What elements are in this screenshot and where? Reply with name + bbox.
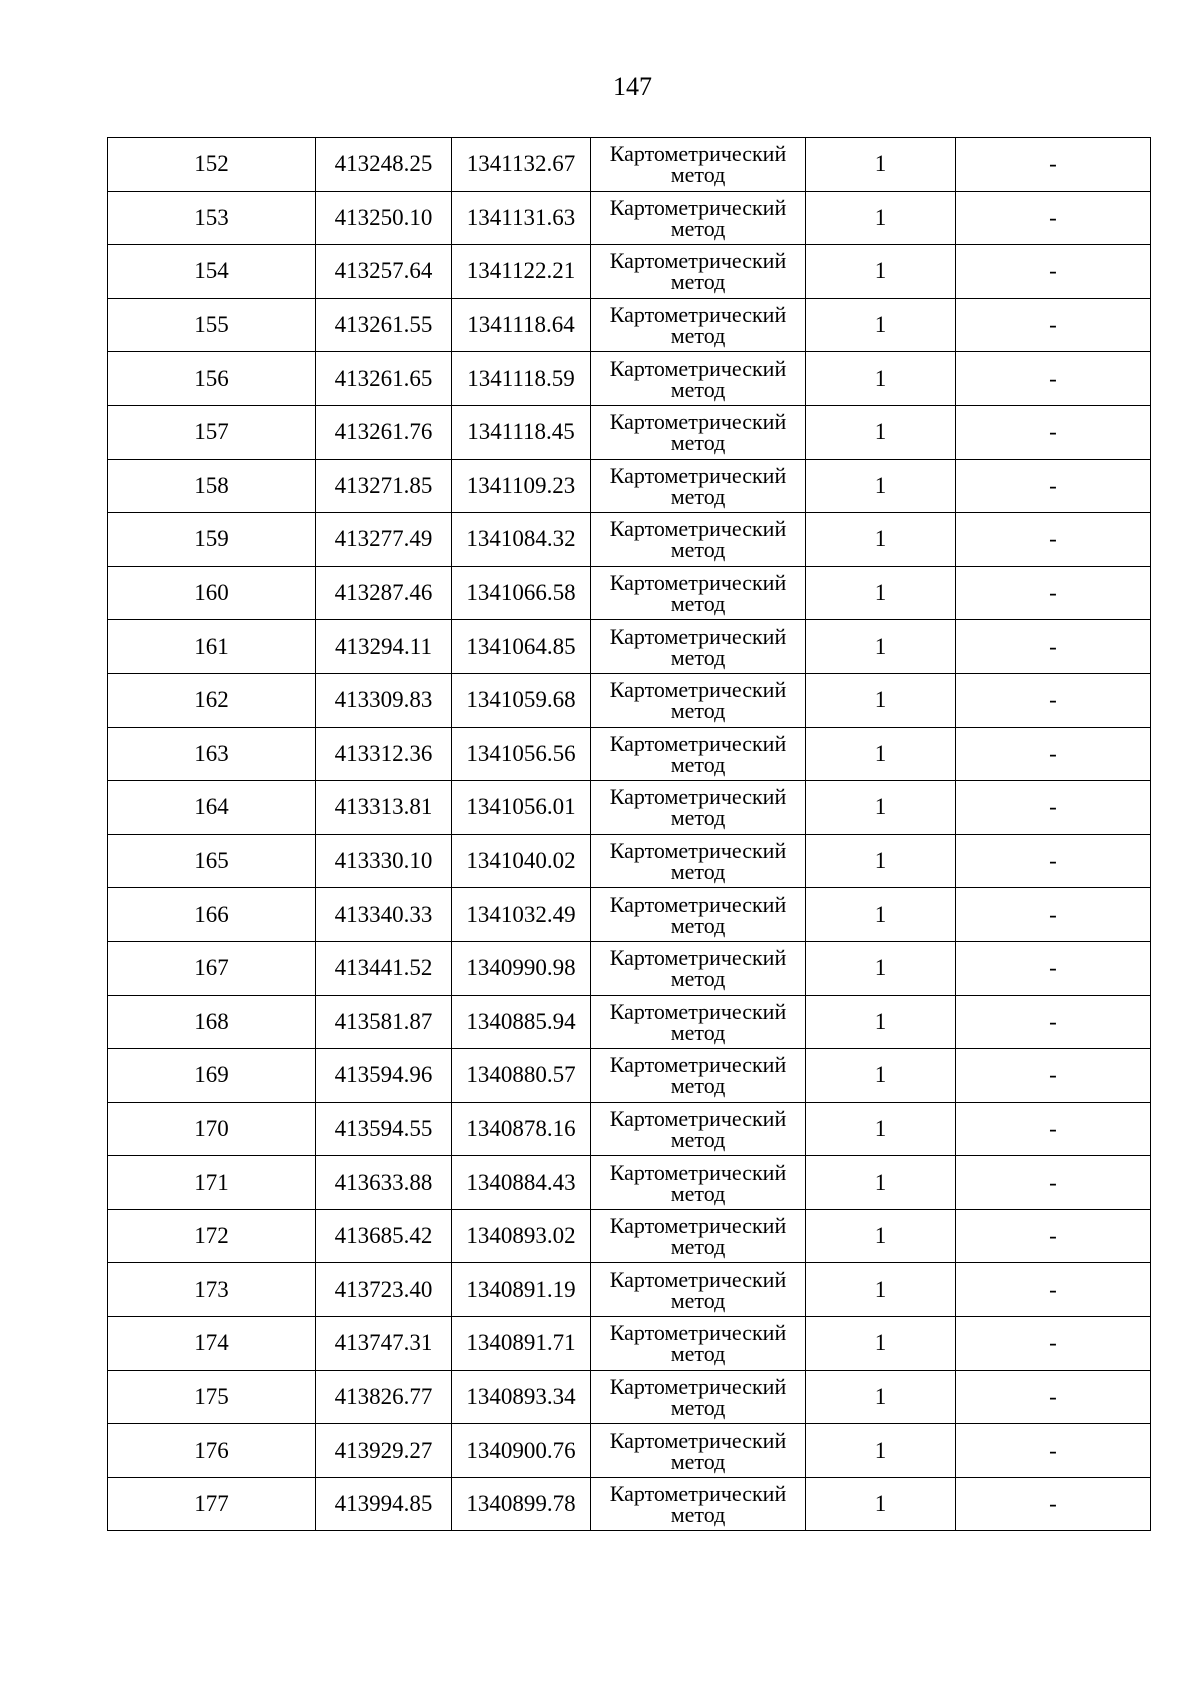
page-number: 147	[613, 72, 652, 101]
x-coordinate-cell: 413929.27	[316, 1424, 452, 1478]
table-body	[108, 138, 1151, 1531]
method-line-1: Картометрический	[609, 409, 787, 435]
method-line-2: метод	[670, 269, 726, 295]
point-number-cell: 173	[108, 1263, 316, 1317]
method-line-1: Картометрический	[609, 1266, 787, 1292]
accuracy-cell: 1	[806, 298, 956, 352]
point-number-cell: 169	[108, 1049, 316, 1103]
table-row	[108, 781, 1151, 835]
point-number-cell: 172	[108, 1209, 316, 1263]
y-coordinate-cell: 1340899.78	[452, 1477, 591, 1531]
note-cell: -	[956, 1156, 1151, 1210]
method-line-2: метод	[670, 1287, 726, 1313]
method-line-1: Картометрический	[609, 1320, 787, 1346]
point-number-cell: 159	[108, 513, 316, 567]
y-coordinate-cell: 1340891.71	[452, 1317, 591, 1371]
y-coordinate-cell: 1341118.45	[452, 405, 591, 459]
table-row	[108, 1317, 1151, 1371]
x-coordinate-cell: 413261.76	[316, 405, 452, 459]
y-coordinate-cell: 1340990.98	[452, 941, 591, 995]
method-cell	[591, 1049, 806, 1103]
note-cell: -	[956, 834, 1151, 888]
table-row	[108, 513, 1151, 567]
method-cell	[591, 191, 806, 245]
table-row	[108, 620, 1151, 674]
method-line-2: метод	[670, 1394, 726, 1420]
point-number-cell: 153	[108, 191, 316, 245]
method-cell	[591, 1477, 806, 1531]
x-coordinate-cell: 413271.85	[316, 459, 452, 513]
method-line-1: Картометрический	[609, 1427, 787, 1453]
method-line-2: метод	[670, 323, 726, 349]
y-coordinate-cell: 1341131.63	[452, 191, 591, 245]
point-number-cell: 160	[108, 566, 316, 620]
accuracy-cell: 1	[806, 995, 956, 1049]
method-line-2: метод	[670, 1502, 726, 1528]
method-line-1: Картометрический	[609, 998, 787, 1024]
method-cell	[591, 727, 806, 781]
method-line-2: метод	[670, 1234, 726, 1260]
method-line-2: метод	[670, 376, 726, 402]
point-number-cell: 161	[108, 620, 316, 674]
accuracy-cell: 1	[806, 1209, 956, 1263]
table-row	[108, 138, 1151, 192]
point-number-cell: 167	[108, 941, 316, 995]
table-row	[108, 834, 1151, 888]
point-number-cell: 174	[108, 1317, 316, 1371]
accuracy-cell: 1	[806, 513, 956, 567]
note-cell: -	[956, 888, 1151, 942]
method-line-2: метод	[670, 1341, 726, 1367]
point-number-cell: 155	[108, 298, 316, 352]
accuracy-cell: 1	[806, 888, 956, 942]
method-line-2: метод	[670, 912, 726, 938]
table-row	[108, 245, 1151, 299]
note-cell: -	[956, 727, 1151, 781]
x-coordinate-cell: 413723.40	[316, 1263, 452, 1317]
note-cell: -	[956, 245, 1151, 299]
y-coordinate-cell: 1340900.76	[452, 1424, 591, 1478]
note-cell: -	[956, 1049, 1151, 1103]
x-coordinate-cell: 413340.33	[316, 888, 452, 942]
method-line-2: метод	[670, 1073, 726, 1099]
point-number-cell: 171	[108, 1156, 316, 1210]
method-line-1: Картометрический	[609, 1373, 787, 1399]
x-coordinate-cell: 413633.88	[316, 1156, 452, 1210]
point-number-cell: 177	[108, 1477, 316, 1531]
x-coordinate-cell: 413261.65	[316, 352, 452, 406]
note-cell: -	[956, 138, 1151, 192]
table-row	[108, 1156, 1151, 1210]
method-cell	[591, 513, 806, 567]
y-coordinate-cell: 1341032.49	[452, 888, 591, 942]
point-number-cell: 170	[108, 1102, 316, 1156]
table-row	[108, 1424, 1151, 1478]
x-coordinate-cell: 413257.64	[316, 245, 452, 299]
y-coordinate-cell: 1340878.16	[452, 1102, 591, 1156]
method-cell	[591, 1209, 806, 1263]
x-coordinate-cell: 413581.87	[316, 995, 452, 1049]
note-cell: -	[956, 1317, 1151, 1371]
x-coordinate-cell: 413826.77	[316, 1370, 452, 1424]
method-line-1: Картометрический	[609, 194, 787, 220]
accuracy-cell: 1	[806, 781, 956, 835]
x-coordinate-cell: 413441.52	[316, 941, 452, 995]
note-cell: -	[956, 620, 1151, 674]
y-coordinate-cell: 1341109.23	[452, 459, 591, 513]
point-number-cell: 163	[108, 727, 316, 781]
note-cell: -	[956, 1370, 1151, 1424]
y-coordinate-cell: 1341084.32	[452, 513, 591, 567]
x-coordinate-cell: 413248.25	[316, 138, 452, 192]
table-row	[108, 727, 1151, 781]
x-coordinate-cell: 413250.10	[316, 191, 452, 245]
table-row	[108, 1209, 1151, 1263]
x-coordinate-cell: 413277.49	[316, 513, 452, 567]
accuracy-cell: 1	[806, 1317, 956, 1371]
x-coordinate-cell: 413312.36	[316, 727, 452, 781]
point-number-cell: 157	[108, 405, 316, 459]
x-coordinate-cell: 413685.42	[316, 1209, 452, 1263]
y-coordinate-cell: 1340884.43	[452, 1156, 591, 1210]
y-coordinate-cell: 1340893.34	[452, 1370, 591, 1424]
y-coordinate-cell: 1341056.01	[452, 781, 591, 835]
table-row	[108, 1049, 1151, 1103]
x-coordinate-cell: 413994.85	[316, 1477, 452, 1531]
note-cell: -	[956, 513, 1151, 567]
note-cell: -	[956, 673, 1151, 727]
x-coordinate-cell: 413287.46	[316, 566, 452, 620]
point-number-cell: 154	[108, 245, 316, 299]
accuracy-cell: 1	[806, 834, 956, 888]
method-cell	[591, 620, 806, 674]
method-line-1: Картометрический	[609, 462, 787, 488]
method-cell	[591, 1370, 806, 1424]
x-coordinate-cell: 413594.96	[316, 1049, 452, 1103]
point-number-cell: 158	[108, 459, 316, 513]
x-coordinate-cell: 413294.11	[316, 620, 452, 674]
accuracy-cell: 1	[806, 138, 956, 192]
method-line-1: Картометрический	[609, 355, 787, 381]
y-coordinate-cell: 1340885.94	[452, 995, 591, 1049]
accuracy-cell: 1	[806, 1102, 956, 1156]
accuracy-cell: 1	[806, 1049, 956, 1103]
y-coordinate-cell: 1340893.02	[452, 1209, 591, 1263]
method-line-1: Картометрический	[609, 570, 787, 596]
table-row	[108, 888, 1151, 942]
y-coordinate-cell: 1341118.64	[452, 298, 591, 352]
method-line-1: Картометрический	[609, 302, 787, 328]
note-cell: -	[956, 191, 1151, 245]
method-line-1: Картометрический	[609, 1159, 787, 1185]
point-number-cell: 164	[108, 781, 316, 835]
y-coordinate-cell: 1341040.02	[452, 834, 591, 888]
y-coordinate-cell: 1341132.67	[452, 138, 591, 192]
x-coordinate-cell: 413309.83	[316, 673, 452, 727]
method-line-2: метод	[670, 483, 726, 509]
note-cell: -	[956, 405, 1151, 459]
method-line-1: Картометрический	[609, 730, 787, 756]
table-row	[108, 1370, 1151, 1424]
method-line-1: Картометрический	[609, 1052, 787, 1078]
table-row	[108, 1263, 1151, 1317]
method-cell	[591, 245, 806, 299]
point-number-cell: 165	[108, 834, 316, 888]
method-line-1: Картометрический	[609, 891, 787, 917]
x-coordinate-cell: 413261.55	[316, 298, 452, 352]
accuracy-cell: 1	[806, 1370, 956, 1424]
method-line-2: метод	[670, 1448, 726, 1474]
accuracy-cell: 1	[806, 566, 956, 620]
note-cell: -	[956, 298, 1151, 352]
method-cell	[591, 298, 806, 352]
y-coordinate-cell: 1341056.56	[452, 727, 591, 781]
method-line-2: метод	[670, 215, 726, 241]
note-cell: -	[956, 781, 1151, 835]
method-line-1: Картометрический	[609, 141, 787, 167]
method-line-1: Картометрический	[609, 623, 787, 649]
method-line-2: метод	[670, 591, 726, 617]
method-line-1: Картометрический	[609, 1481, 787, 1507]
table-row	[108, 191, 1151, 245]
method-line-2: метод	[670, 751, 726, 777]
method-line-1: Картометрический	[609, 945, 787, 971]
method-line-2: метод	[670, 644, 726, 670]
point-number-cell: 176	[108, 1424, 316, 1478]
table-row	[108, 405, 1151, 459]
table-row	[108, 566, 1151, 620]
table-row	[108, 995, 1151, 1049]
method-line-1: Картометрический	[609, 784, 787, 810]
y-coordinate-cell: 1341122.21	[452, 245, 591, 299]
method-line-2: метод	[670, 162, 726, 188]
method-line-1: Картометрический	[609, 248, 787, 274]
method-line-1: Картометрический	[609, 1105, 787, 1131]
accuracy-cell: 1	[806, 941, 956, 995]
x-coordinate-cell: 413747.31	[316, 1317, 452, 1371]
method-line-1: Картометрический	[609, 677, 787, 703]
method-cell	[591, 834, 806, 888]
method-cell	[591, 1102, 806, 1156]
method-line-2: метод	[670, 966, 726, 992]
table-row	[108, 352, 1151, 406]
method-cell	[591, 352, 806, 406]
table-row	[108, 459, 1151, 513]
method-cell	[591, 1424, 806, 1478]
note-cell: -	[956, 1102, 1151, 1156]
method-cell	[591, 888, 806, 942]
method-line-2: метод	[670, 1180, 726, 1206]
y-coordinate-cell: 1341066.58	[452, 566, 591, 620]
method-cell	[591, 1317, 806, 1371]
table-row	[108, 941, 1151, 995]
method-line-2: метод	[670, 805, 726, 831]
point-number-cell: 156	[108, 352, 316, 406]
accuracy-cell: 1	[806, 727, 956, 781]
accuracy-cell: 1	[806, 352, 956, 406]
method-cell	[591, 781, 806, 835]
point-number-cell: 152	[108, 138, 316, 192]
y-coordinate-cell: 1341059.68	[452, 673, 591, 727]
note-cell: -	[956, 1477, 1151, 1531]
accuracy-cell: 1	[806, 1263, 956, 1317]
note-cell: -	[956, 1424, 1151, 1478]
accuracy-cell: 1	[806, 459, 956, 513]
method-line-1: Картометрический	[609, 516, 787, 542]
y-coordinate-cell: 1340891.19	[452, 1263, 591, 1317]
note-cell: -	[956, 995, 1151, 1049]
accuracy-cell: 1	[806, 620, 956, 674]
x-coordinate-cell: 413330.10	[316, 834, 452, 888]
method-cell	[591, 566, 806, 620]
accuracy-cell: 1	[806, 405, 956, 459]
method-cell	[591, 405, 806, 459]
method-line-2: метод	[670, 859, 726, 885]
table-row	[108, 673, 1151, 727]
x-coordinate-cell: 413594.55	[316, 1102, 452, 1156]
accuracy-cell: 1	[806, 673, 956, 727]
accuracy-cell: 1	[806, 191, 956, 245]
method-line-1: Картометрический	[609, 1213, 787, 1239]
y-coordinate-cell: 1340880.57	[452, 1049, 591, 1103]
note-cell: -	[956, 941, 1151, 995]
note-cell: -	[956, 1263, 1151, 1317]
x-coordinate-cell: 413313.81	[316, 781, 452, 835]
method-cell	[591, 941, 806, 995]
point-number-cell: 175	[108, 1370, 316, 1424]
method-cell	[591, 673, 806, 727]
method-cell	[591, 995, 806, 1049]
table-row	[108, 298, 1151, 352]
note-cell: -	[956, 1209, 1151, 1263]
table-row	[108, 1102, 1151, 1156]
method-cell	[591, 138, 806, 192]
method-line-2: метод	[670, 430, 726, 456]
point-number-cell: 162	[108, 673, 316, 727]
point-number-cell: 168	[108, 995, 316, 1049]
coordinates-table	[107, 137, 1151, 1531]
accuracy-cell: 1	[806, 1156, 956, 1210]
table-row	[108, 1477, 1151, 1531]
note-cell: -	[956, 566, 1151, 620]
accuracy-cell: 1	[806, 1477, 956, 1531]
method-cell	[591, 1263, 806, 1317]
method-line-2: метод	[670, 698, 726, 724]
y-coordinate-cell: 1341118.59	[452, 352, 591, 406]
y-coordinate-cell: 1341064.85	[452, 620, 591, 674]
note-cell: -	[956, 459, 1151, 513]
method-cell	[591, 1156, 806, 1210]
point-number-cell: 166	[108, 888, 316, 942]
note-cell: -	[956, 352, 1151, 406]
method-line-2: метод	[670, 1126, 726, 1152]
method-cell	[591, 459, 806, 513]
method-line-2: метод	[670, 537, 726, 563]
method-line-2: метод	[670, 1019, 726, 1045]
accuracy-cell: 1	[806, 1424, 956, 1478]
method-line-1: Картометрический	[609, 838, 787, 864]
accuracy-cell: 1	[806, 245, 956, 299]
